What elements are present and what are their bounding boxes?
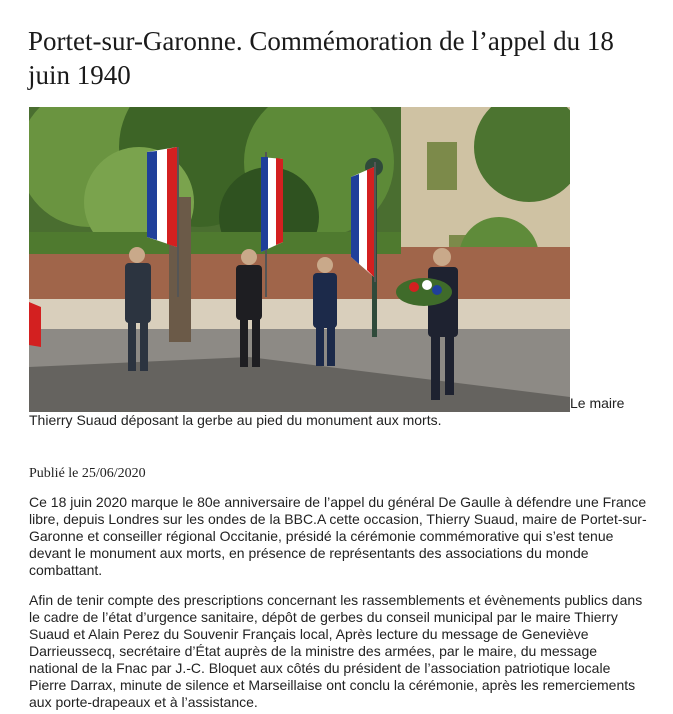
article-title: Portet-sur-Garonne. Commémoration de l’appel du 18 juin 1940	[28, 26, 614, 90]
published-date: 25/06/2020	[81, 466, 146, 481]
article-paragraph-1: Ce 18 juin 2020 marque le 80e anniversaire de l’appel du général De Gaulle à défendre une France libre, depuis Londres sur les ondes de la BBC.A cette occasion, Thierry Suaud, maire de Portet-sur-Garonne et conseiller régional Occitanie, présidé la cérémonie commémorative qui s’est tenue devant le monument aux morts, en présence de représentants des associations du monde combattant.	[29, 494, 647, 578]
article-figure	[29, 107, 649, 429]
published-label: Publié le	[29, 466, 79, 481]
ceremony-photo	[29, 107, 570, 412]
publication-date	[29, 465, 146, 482]
article-paragraph-2: Afin de tenir compte des prescriptions concernant les rassemblements et évènements publics dans le cadre de l’état d’urgence sanitaire, dépôt de gerbes du conseil municipal par le maire Thierry Suaud et Alain Perez du Souvenir Français local, Après lecture du message de Geneviève Darrieussecq, secrétaire d’État auprès de la ministre des armées, par le maire, du message national de la Fnac par J.-C. Bloquet aux côtés du président de l’association patriotique locale Pierre Darrax, minute de silence et Marseillaise ont conclu la cérémonie, après les remerciements aux porte-drapeaux et à l’assistance.	[29, 592, 643, 710]
photo-caption: Le maire Thierry Suaud déposant la gerbe au pied du monument aux morts.	[29, 395, 625, 428]
